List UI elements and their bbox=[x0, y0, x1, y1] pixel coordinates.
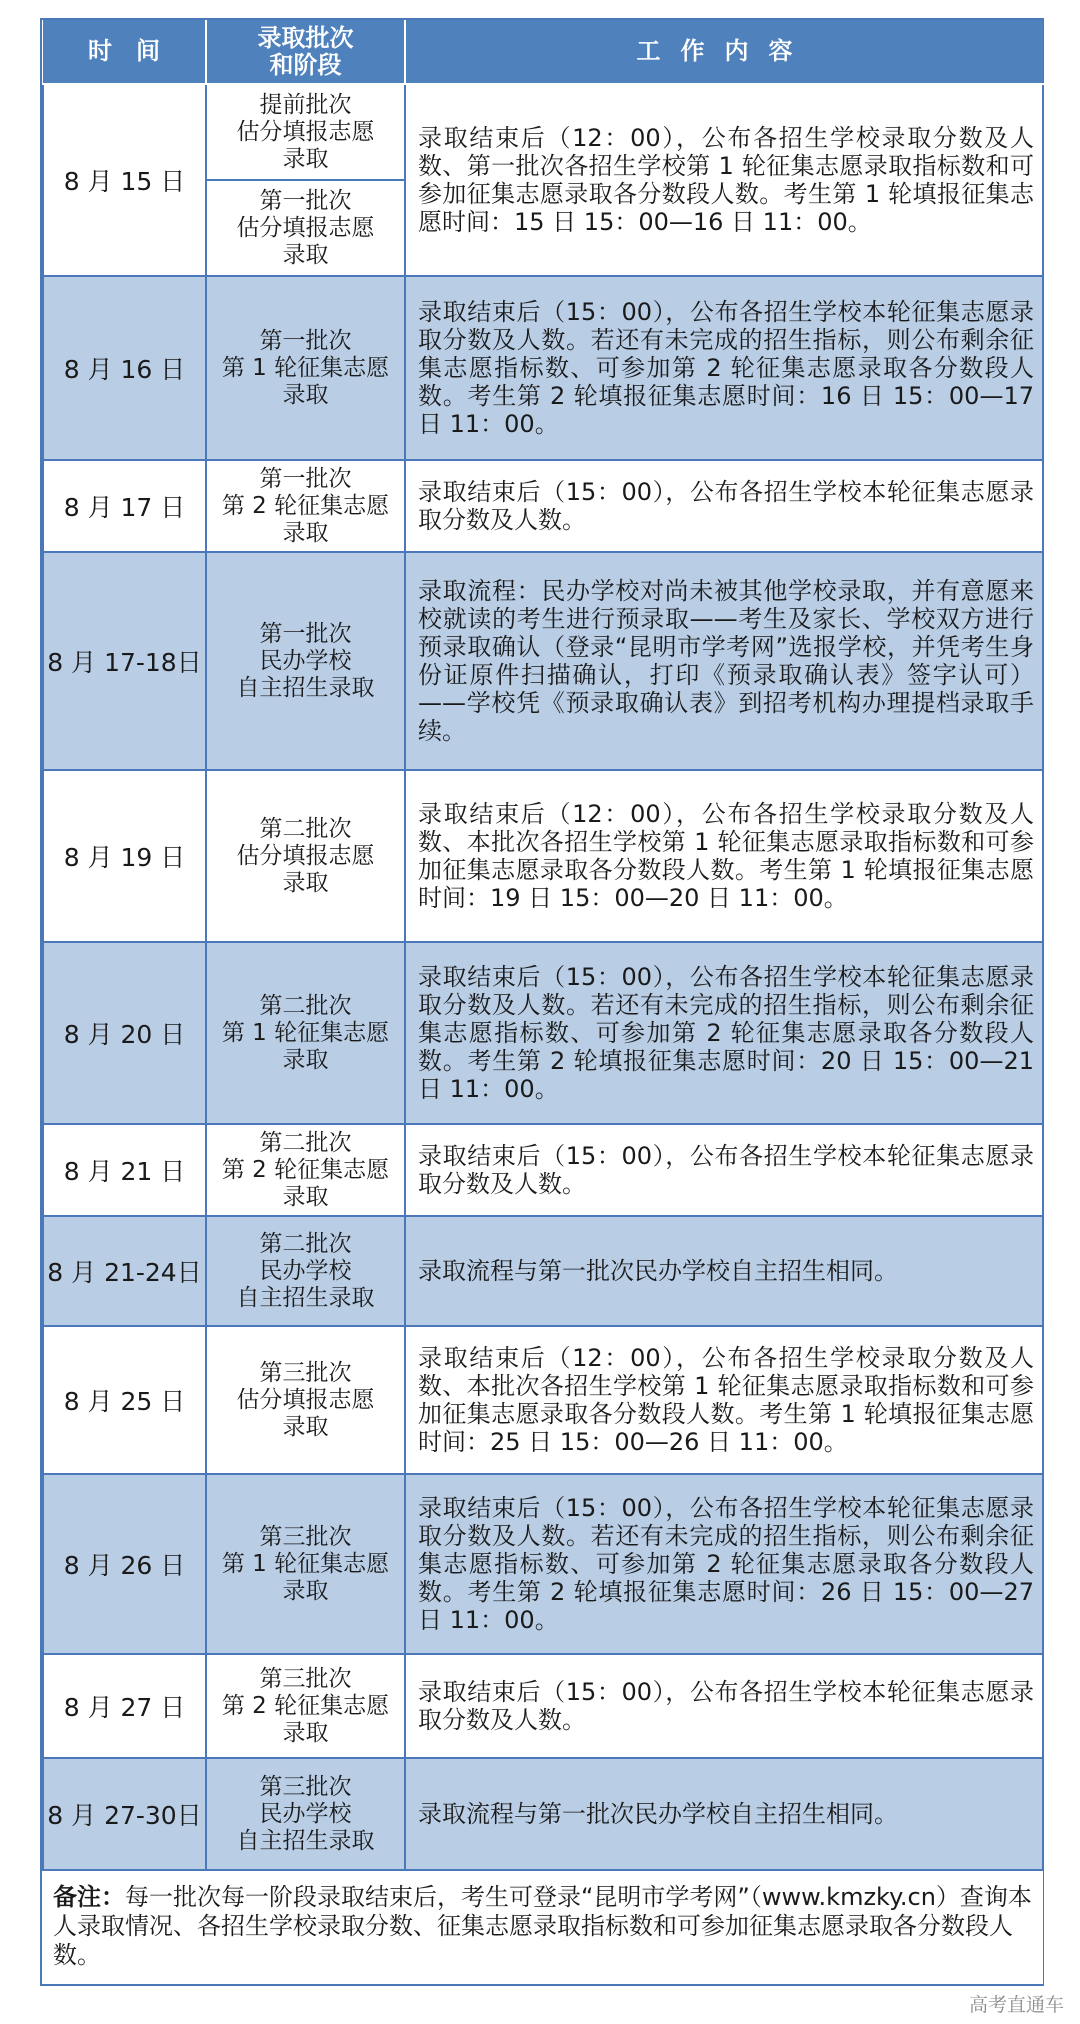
header-content: 工作内容 bbox=[405, 20, 1043, 84]
table-row bbox=[43, 770, 1043, 942]
table-header-row bbox=[43, 20, 1043, 84]
row-date: 8 月 16 日 bbox=[43, 276, 206, 460]
row-date: 8 月 25 日 bbox=[43, 1326, 206, 1474]
row-content: 录取结束后（12：00），公布各招生学校录取分数及人数、第一批次各招生学校第 1 轮征集志愿录取指标数和可参加征集志愿录取各分数段人数。考生第 1 轮填报征集志愿时间：15 日 15：00—16 日 11：00。 bbox=[405, 84, 1043, 276]
row-batch: 第一批次 估分填报志愿 录取 bbox=[206, 180, 405, 276]
row-batch: 第二批次 第 2 轮征集志愿 录取 bbox=[206, 1124, 405, 1216]
row-date: 8 月 20 日 bbox=[43, 942, 206, 1124]
table-row bbox=[43, 84, 1043, 180]
row-content: 录取结束后（15：00），公布各招生学校本轮征集志愿录取分数及人数。 bbox=[405, 1124, 1043, 1216]
row-content: 录取结束后（15：00），公布各招生学校本轮征集志愿录取分数及人数。若还有未完成的招生指标，则公布剩余征集志愿指标数、可参加第 2 轮征集志愿录取各分数段人数。考生第 2 轮填报征集志愿时间：16 日 15：00—17 日 11：00。 bbox=[405, 276, 1043, 460]
table-row bbox=[43, 460, 1043, 552]
row-batch: 第一批次 第 1 轮征集志愿 录取 bbox=[206, 276, 405, 460]
row-batch: 提前批次 估分填报志愿 录取 bbox=[206, 84, 405, 180]
table-row bbox=[43, 1758, 1043, 1870]
table-row bbox=[43, 1326, 1043, 1474]
row-date: 8 月 19 日 bbox=[43, 770, 206, 942]
note-text: 每一批次每一阶段录取结束后，考生可登录“昆明市学考网”（www.kmzky.cn）查询本人录取情况、各招生学校录取分数、征集志愿录取指标数和可参加征集志愿录取各分数段人数。 bbox=[53, 1883, 1032, 1969]
row-content: 录取结束后（15：00），公布各招生学校本轮征集志愿录取分数及人数。若还有未完成的招生指标，则公布剩余征集志愿指标数、可参加第 2 轮征集志愿录取各分数段人数。考生第 2 轮填报征集志愿时间：26 日 15：00—27 日 11：00。 bbox=[405, 1474, 1043, 1654]
note bbox=[43, 1870, 1043, 1984]
row-date: 8 月 17 日 bbox=[43, 460, 206, 552]
row-date: 8 月 26 日 bbox=[43, 1474, 206, 1654]
table-row bbox=[43, 1654, 1043, 1758]
row-date: 8 月 27-30日 bbox=[43, 1758, 206, 1870]
row-date: 8 月 17-18日 bbox=[43, 552, 206, 770]
header-time: 时 间 bbox=[43, 20, 206, 84]
row-batch: 第二批次 民办学校 自主招生录取 bbox=[206, 1216, 405, 1326]
row-content: 录取结束后（12：00），公布各招生学校录取分数及人数、本批次各招生学校第 1 轮征集志愿录取指标数和可参加征集志愿录取各分数段人数。考生第 1 轮填报征集志愿时间：19 日 15：00—20 日 11：00。 bbox=[405, 770, 1043, 942]
table-row bbox=[43, 1216, 1043, 1326]
table-row bbox=[43, 1124, 1043, 1216]
table-row bbox=[43, 942, 1043, 1124]
row-content: 录取结束后（12：00），公布各招生学校录取分数及人数、本批次各招生学校第 1 轮征集志愿录取指标数和可参加征集志愿录取各分数段人数。考生第 1 轮填报征集志愿时间：25 日 15：00—26 日 11：00。 bbox=[405, 1326, 1043, 1474]
row-batch: 第二批次 估分填报志愿 录取 bbox=[206, 770, 405, 942]
row-batch: 第二批次 第 1 轮征集志愿 录取 bbox=[206, 942, 405, 1124]
row-batch: 第三批次 估分填报志愿 录取 bbox=[206, 1326, 405, 1474]
row-batch: 第一批次 民办学校 自主招生录取 bbox=[206, 552, 405, 770]
row-batch: 第三批次 民办学校 自主招生录取 bbox=[206, 1758, 405, 1870]
admission-schedule-table bbox=[40, 18, 1044, 1986]
table-row bbox=[43, 276, 1043, 460]
table-row bbox=[43, 1474, 1043, 1654]
note-row bbox=[43, 1870, 1043, 1984]
row-content: 录取结束后（15：00），公布各招生学校本轮征集志愿录取分数及人数。 bbox=[405, 460, 1043, 552]
row-batch: 第三批次 第 2 轮征集志愿 录取 bbox=[206, 1654, 405, 1758]
row-batch: 第三批次 第 1 轮征集志愿 录取 bbox=[206, 1474, 405, 1654]
header-batch: 录取批次 和阶段 bbox=[206, 20, 405, 84]
row-batch: 第一批次 第 2 轮征集志愿 录取 bbox=[206, 460, 405, 552]
row-content: 录取流程：民办学校对尚未被其他学校录取，并有意愿来校就读的考生进行预录取——考生及家长、学校双方进行预录取确认（登录“昆明市学考网”选报学校，并凭考生身份证原件扫描确认，打印《预录取确认表》签字认可）——学校凭《预录取确认表》到招考机构办理提档录取手续。 bbox=[405, 552, 1043, 770]
row-date: 8 月 21 日 bbox=[43, 1124, 206, 1216]
table-row bbox=[43, 552, 1043, 770]
row-content: 录取流程与第一批次民办学校自主招生相同。 bbox=[405, 1216, 1043, 1326]
watermark: 高考直通车 bbox=[968, 1994, 1064, 2016]
row-date: 8 月 27 日 bbox=[43, 1654, 206, 1758]
row-content: 录取结束后（15：00），公布各招生学校本轮征集志愿录取分数及人数。 bbox=[405, 1654, 1043, 1758]
row-date: 8 月 15 日 bbox=[43, 84, 206, 276]
row-content: 录取结束后（15：00），公布各招生学校本轮征集志愿录取分数及人数。若还有未完成的招生指标，则公布剩余征集志愿指标数、可参加第 2 轮征集志愿录取各分数段人数。考生第 2 轮填报征集志愿时间：20 日 15：00—21 日 11：00。 bbox=[405, 942, 1043, 1124]
row-date: 8 月 21-24日 bbox=[43, 1216, 206, 1326]
note-label: 备注： bbox=[53, 1883, 125, 1911]
row-content: 录取流程与第一批次民办学校自主招生相同。 bbox=[405, 1758, 1043, 1870]
